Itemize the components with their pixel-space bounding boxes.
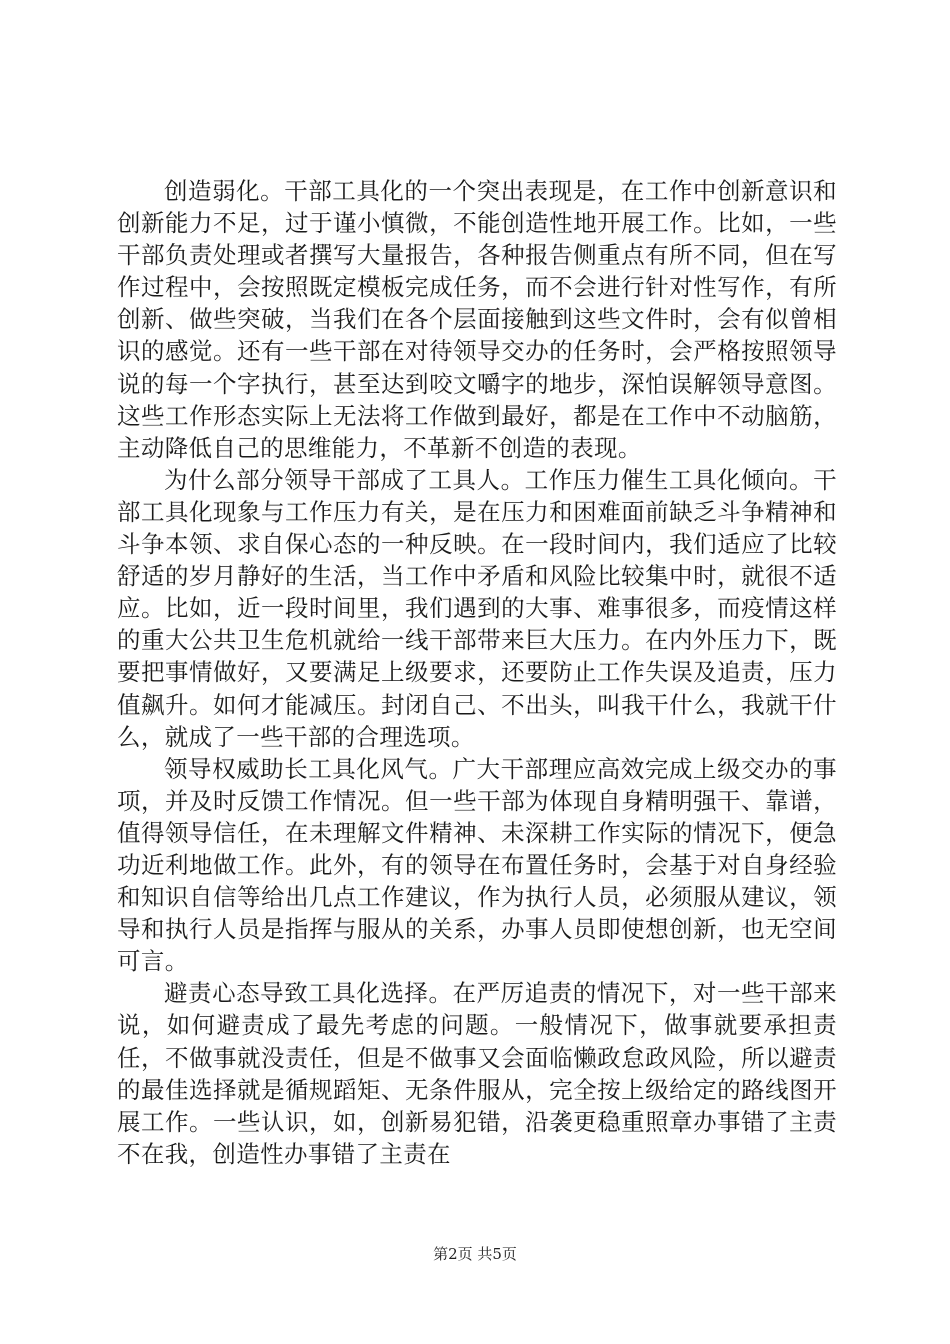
document-body xyxy=(117,175,837,1170)
paragraph-blame-avoidance: 避责心态导致工具化选择。在严厉追责的情况下，对一些干部来说，如何避责成了最先考虑的问题。一般情况下，做事就要承担责任，不做事就没责任，但是不做事又会面临懒政怠政风险，所以避责的最佳选择就是循规蹈矩、无条件服从，完全按上级给定的路线图开展工作。一些认识，如，创新易犯错，沿袭更稳重照章办事错了主责不在我，创造性办事错了主责在 xyxy=(117,979,837,1168)
paragraph-work-pressure: 为什么部分领导干部成了工具人。工作压力催生工具化倾向。干部工具化现象与工作压力有关，是在压力和困难面前缺乏斗争精神和斗争本领、求自保心态的一种反映。在一段时间内，我们适应了比较舒适的岁月静好的生活，当工作中矛盾和风险比较集中时，就很不适应。比如，近一段时间里，我们遇到的大事、难事很多，而疫情这样的重大公共卫生危机就给一线干部带来巨大压力。在内外压力下，既要把事情做好，又要满足上级要求，还要防止工作失误及追责，压力值飙升。如何才能减压。封闭自己、不出头，叫我干什么，我就干什么，就成了一些干部的合理选项。 xyxy=(117,465,837,751)
page-footer xyxy=(0,1244,950,1264)
page-number: 第2页 共5页 xyxy=(433,1245,517,1263)
paragraph-leadership-authority: 领导权威助长工具化风气。广大干部理应高效完成上级交办的事项，并及时反馈工作情况。但一些干部为体现自身精明强干、靠谱，值得领导信任，在未理解文件精神、未深耕工作实际的情况下，便急功近利地做工作。此外，有的领导在布置任务时，会基于对自身经验和知识自信等给出几点工作建议，作为执行人员，必须服从建议，领导和执行人员是指挥与服从的关系，办事人员即使想创新，也无空间可言。 xyxy=(117,754,837,976)
paragraph-creativity-weakened: 创造弱化。干部工具化的一个突出表现是，在工作中创新意识和创新能力不足，过于谨小慎微，不能创造性地开展工作。比如，一些干部负责处理或者撰写大量报告，各种报告侧重点有所不同，但在写作过程中，会按照既定模板完成任务，而不会进行针对性写作，有所创新、做些突破，当我们在各个层面接触到这些文件时，会有似曾相识的感觉。还有一些干部在对待领导交办的任务时，会严格按照领导说的每一个字执行，甚至达到咬文嚼字的地步，深怕误解领导意图。这些工作形态实际上无法将工作做到最好，都是在工作中不动脑筋，主动降低自己的思维能力，不革新不创造的表现。 xyxy=(117,177,837,462)
